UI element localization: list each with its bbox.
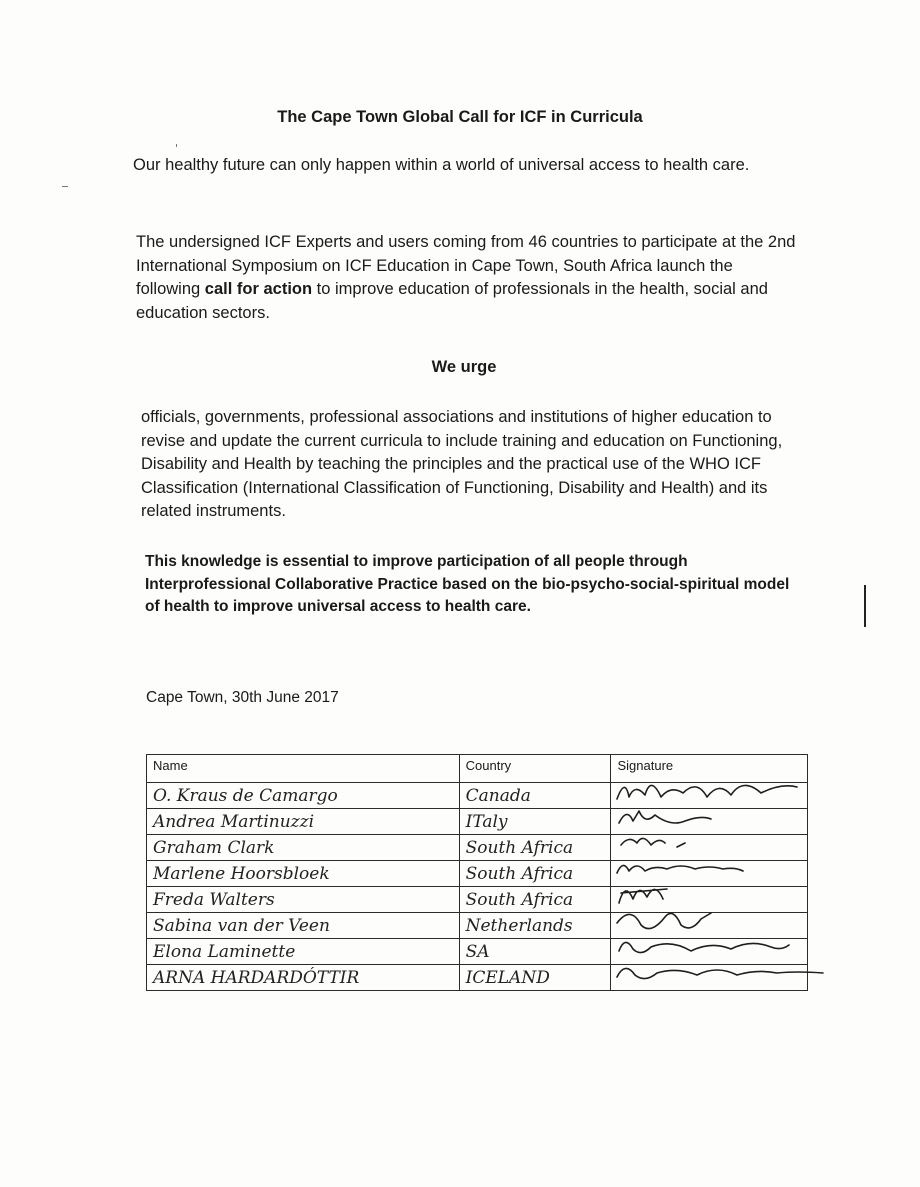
scan-edge-mark (864, 585, 866, 627)
header-signature: Signature (611, 755, 808, 783)
handwritten-country: Canada (465, 785, 531, 806)
signature-table (146, 754, 808, 991)
handwritten-name: Freda Walters (153, 889, 275, 910)
signer-name (147, 809, 460, 835)
signer-country (459, 887, 611, 913)
handwritten-name: O. Kraus de Camargo (153, 785, 338, 806)
call-paragraph (136, 231, 796, 325)
signature-stroke (617, 913, 711, 929)
handwritten-country: South Africa (465, 837, 574, 858)
call-for-action-bold: call for action (204, 280, 313, 298)
signer-country (459, 939, 611, 965)
urge-heading: We urge (431, 358, 497, 376)
handwritten-country: SA (465, 941, 490, 962)
handwritten-name: Marlene Hoorsbloek (153, 863, 330, 884)
scan-speck (62, 186, 68, 187)
signer-name (147, 861, 460, 887)
signer-country (459, 913, 611, 939)
handwritten-country: ICELAND (465, 967, 550, 988)
scan-speck (176, 144, 177, 147)
signer-name (147, 939, 460, 965)
urge-paragraph: officials, governments, professional associations and institutions of higher education to revise and update the current curricula to include training and education on Functioning, Disability and Health by teaching the principles and the practical use of the WHO ICF Classification (International Classification of Functioning, Disability and Health) and its related instruments. (141, 408, 783, 520)
handwritten-name: Andrea Martinuzzi (153, 811, 315, 832)
handwritten-name: Graham Clark (153, 837, 275, 858)
signer-name (147, 783, 460, 809)
signature-stroke (619, 889, 667, 903)
signer-country (459, 809, 611, 835)
signer-name (147, 913, 460, 939)
signature-stroke (617, 785, 797, 799)
signer-country (459, 861, 611, 887)
signature-cell (611, 965, 808, 991)
handwritten-name: Sabina van der Veen (153, 915, 330, 936)
place-date: Cape Town, 30th June 2017 (146, 689, 339, 706)
handwritten-country: South Africa (465, 863, 574, 884)
table-row (147, 965, 808, 991)
signature-stroke (617, 968, 823, 978)
signature-stroke (619, 811, 711, 823)
handwritten-name: Elona Laminette (153, 941, 296, 962)
intro-paragraph: Our healthy future can only happen within a world of universal access to health care. (133, 156, 750, 174)
signature-stroke (619, 942, 789, 952)
signer-name (147, 887, 460, 913)
document-title: The Cape Town Global Call for ICF in Curricula (277, 108, 643, 126)
header-country: Country (459, 755, 611, 783)
call-text-after: to improve education of professionals in the health, social and education sectors. (136, 280, 768, 322)
signer-name (147, 835, 460, 861)
signature-stroke (617, 865, 743, 873)
header-name: Name (147, 755, 460, 783)
signature-stroke (621, 838, 685, 847)
handwritten-country: Netherlands (465, 915, 573, 936)
signer-country (459, 965, 611, 991)
call-text-before: The undersigned ICF Experts and users coming from 46 countries to participate at the 2nd International Symposium on ICF Education in Cape Town, South Africa launch the following (136, 233, 796, 298)
knowledge-statement: This knowledge is essential to improve participation of all people through Interprofessional Collaborative Practice based on the bio-psycho-social-spiritual model of health to improve universal access to health care. (145, 553, 790, 615)
handwritten-name: ARNA HARDARDÓTTIR (153, 967, 360, 988)
signer-country (459, 783, 611, 809)
signer-country (459, 835, 611, 861)
handwritten-country: ITaly (465, 811, 508, 832)
signer-name (147, 965, 460, 991)
handwritten-signature (611, 961, 801, 991)
handwritten-country: South Africa (465, 889, 574, 910)
